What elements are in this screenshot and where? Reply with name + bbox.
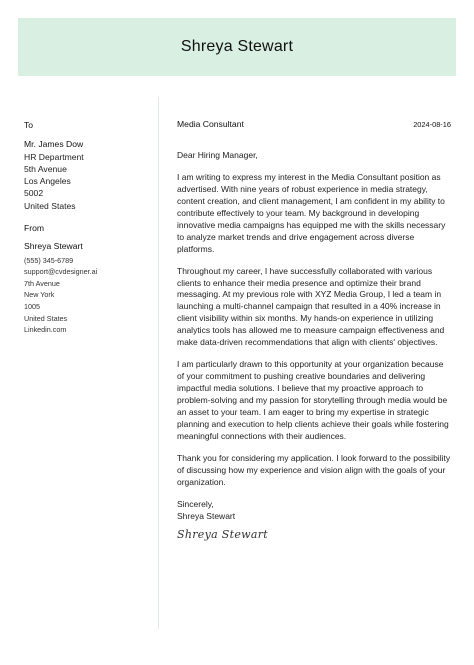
letter-topline [177,119,451,131]
signature: Shreya Stewart [177,527,268,541]
header-name: Shreya Stewart [180,38,294,55]
from-label: From [24,223,45,234]
recipient-line: HR Department [24,151,84,162]
to-label: To [24,120,34,130]
sender-phone: (555) 345-6789 [24,255,74,265]
column-divider [158,97,159,629]
paragraph: I am writing to express my interest in the Media Consultant position as advertised. With nine years of robust experience in media strategy, content creation, and client management, I am confident in my ability to contribute effectively to your team. My background in developing innovative media campaigns has equipped me with the skills necessary to analyze market trends and drive engagement across diverse platforms. [177,171,446,254]
sender-block [24,255,149,336]
closing: Sincerely, [177,498,214,509]
recipient-block [24,138,149,212]
letter-body [177,119,451,541]
sender-line: 1005 [24,302,40,312]
recipient-line: Los Angeles [24,176,71,187]
sender-email: support@cvdesigner.ai [24,267,98,277]
recipient-line: 5002 [24,188,44,199]
paragraph: Throughout my career, I have successfully collaborated with various clients to enhance their media presence and optimize their brand messaging. At my previous role with XYZ Media Group, I led a team in launching a multi-channel campaign that resulted in a 40% increase in client visibility within six months. My hands-on experience in utilizing analytics tools has allowed me to measure campaign effectiveness and make data-driven recommendations that align with clients' objectives. [177,265,445,348]
position-title: Media Consultant [177,119,244,129]
paragraph: Thank you for considering my application. I look forward to the possibility of discussing how my experience and vision align with the goals of your organization. [177,452,451,487]
sender-line: New York [24,290,55,300]
sender-line: 7th Avenue [24,278,60,288]
letter-date: 2024-08-16 [413,120,451,129]
greeting: Dear Hiring Manager, [177,149,258,160]
contact-column [24,119,149,336]
recipient-name: Mr. James Dow [24,139,84,150]
sender-line: United States [24,313,68,323]
sender-linkedin: Linkedin.com [24,325,67,335]
recipient-line: 5th Avenue [24,163,67,174]
sender-name: Shreya Stewart [24,241,83,252]
paragraph: I am particularly drawn to this opportunity at your organization because of your commitment to pushing creative boundaries and delivering impactful media solutions. I believe that my proactive approach to problem-solving and my passion for storytelling through media would be an asset to your team. I am eager to bring my expertise in strategic planning and execution to help clients achieve their goals while fostering meaningful connections with their audiences. [177,359,449,441]
signer-name: Shreya Stewart [177,510,236,521]
recipient-line: United States [24,200,76,211]
header-banner [18,18,456,76]
